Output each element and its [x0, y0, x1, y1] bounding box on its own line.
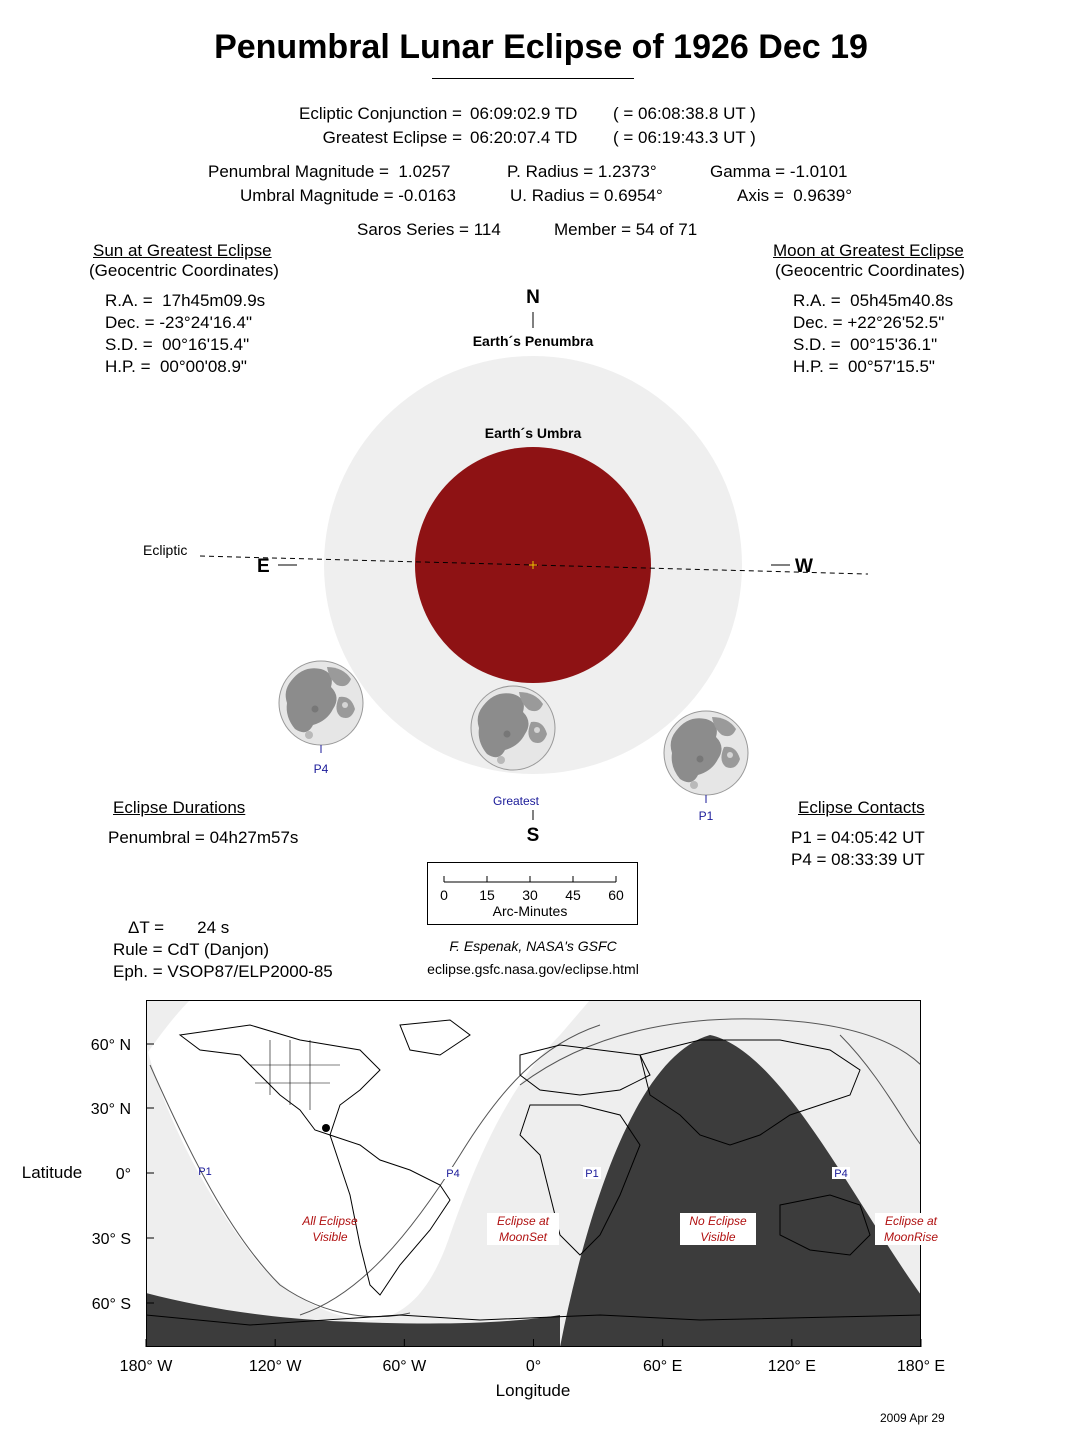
map-p4-west: P4 — [446, 1168, 460, 1180]
scale-tick-label: 0 — [440, 887, 448, 903]
moon-hp: H.P. = 00°57'15.5" — [793, 357, 935, 376]
penumbral-duration: Penumbral = 04h27m57s — [108, 828, 299, 847]
contact-p1: P1 = 04:05:42 UT — [791, 828, 925, 847]
region-moonrise-line1: Eclipse at — [884, 1214, 938, 1228]
lon-tick-label: 180° W — [119, 1358, 173, 1375]
north-label: N — [526, 287, 540, 308]
scale-tick-label: 45 — [565, 887, 581, 903]
lon-tick-label: 60° E — [643, 1358, 683, 1375]
umbra-radius: U. Radius = 0.6954° — [510, 186, 663, 205]
penumbral-magnitude: Penumbral Magnitude = 1.0257 — [208, 162, 451, 181]
region-moonrise-line2: MoonRise — [883, 1230, 939, 1244]
moon-ra: R.A. = 05h45m40.8s — [793, 291, 954, 310]
scale-tick-label: 60 — [608, 887, 624, 903]
p1-label: P1 — [698, 809, 714, 823]
map-xlabel: Longitude — [495, 1381, 571, 1400]
penumbra-radius: P. Radius = 1.2373° — [507, 162, 657, 181]
scale-tick-label: 30 — [522, 887, 538, 903]
gamma: Gamma = -1.0101 — [710, 162, 848, 181]
sun-heading: Sun at Greatest Eclipse — [93, 241, 272, 260]
sun-sd: S.D. = 00°16'15.4" — [105, 335, 250, 354]
rule: Rule = CdT (Danjon) — [113, 940, 270, 959]
moon-subheading: (Geocentric Coordinates) — [775, 261, 965, 280]
south-label: S — [526, 825, 540, 846]
umbra-label: Earth´s Umbra — [484, 425, 582, 441]
region-all-visible-line1: All Eclipse — [302, 1214, 358, 1228]
durations-heading: Eclipse Durations — [113, 798, 246, 817]
source-url: eclipse.gsfc.nasa.gov/eclipse.html — [427, 961, 639, 977]
contact-p4: P4 = 08:33:39 UT — [791, 850, 925, 869]
region-none-line1: No Eclipse — [689, 1214, 747, 1228]
region-none-line2: Visible — [700, 1230, 736, 1244]
moon-p4 — [279, 661, 363, 745]
lon-tick-label: 180° E — [896, 1358, 946, 1375]
observer-marker — [322, 1124, 330, 1132]
credit: F. Espenak, NASA's GSFC — [449, 938, 617, 954]
penumbra-label: Earth´s Penumbra — [472, 333, 594, 349]
ecliptic-label: Ecliptic — [143, 542, 188, 558]
sun-ra: R.A. = 17h45m09.9s — [105, 291, 266, 310]
moon-heading: Moon at Greatest Eclipse — [773, 241, 964, 260]
p4-label: P4 — [313, 762, 329, 776]
scale-tick-label: 15 — [479, 887, 495, 903]
conjunction-label: Ecliptic Conjunction = — [298, 104, 462, 123]
map-ylabel: Latitude — [21, 1163, 83, 1182]
map-p1-west: P1 — [198, 1166, 212, 1178]
region-all-visible-line2: Visible — [312, 1230, 348, 1244]
west-label: W — [795, 556, 813, 577]
sun-subheading: (Geocentric Coordinates) — [89, 261, 279, 280]
greatest-td: 06:20:07.4 TD — [470, 128, 578, 147]
greatest-moon-label: Greatest — [492, 794, 540, 808]
ephemeris: Eph. = VSOP87/ELP2000-85 — [113, 962, 333, 981]
visibility-map — [0, 995, 1082, 1405]
saros-series: Saros Series = 114 — [357, 220, 501, 239]
sun-dec: Dec. = -23°24'16.4" — [105, 313, 252, 332]
lat-tick-label: 30° N — [90, 1101, 131, 1118]
arc-minute-scale — [427, 862, 639, 928]
lon-tick-label: 60° W — [382, 1358, 427, 1375]
region-moonset-line1: Eclipse at — [496, 1214, 550, 1228]
lon-tick-label: 120° E — [767, 1358, 816, 1375]
moon-dec: Dec. = +22°26'52.5" — [793, 313, 945, 332]
map-p4-east: P4 — [834, 1168, 848, 1180]
moon-p1 — [664, 711, 748, 795]
lat-tick-label: 30° S — [91, 1231, 131, 1248]
map-p1-east: P1 — [585, 1168, 599, 1180]
contacts-heading: Eclipse Contacts — [798, 798, 925, 817]
greatest-label: Greatest Eclipse = — [322, 128, 462, 147]
delta-t: ΔT = 24 s — [128, 918, 230, 937]
region-moonset-line2: MoonSet — [498, 1230, 548, 1244]
saros-member: Member = 54 of 71 — [554, 220, 698, 239]
axis: Axis = 0.9639° — [737, 186, 853, 205]
scale-label: Arc-Minutes — [492, 903, 568, 919]
east-label: E — [257, 556, 270, 577]
publication-date: 2009 Apr 29 — [880, 1411, 945, 1425]
moon-greatest — [471, 686, 555, 770]
lat-tick-label: 0° — [115, 1166, 131, 1183]
conjunction-td: 06:09:02.9 TD — [470, 104, 578, 123]
greatest-ut: ( = 06:19:43.3 UT ) — [613, 128, 756, 147]
lat-tick-label: 60° S — [91, 1296, 131, 1313]
lat-tick-label: 60° N — [90, 1037, 131, 1054]
sun-hp: H.P. = 00°00'08.9" — [105, 357, 247, 376]
umbral-magnitude: Umbral Magnitude = -0.0163 — [240, 186, 456, 205]
moon-sd: S.D. = 00°15'36.1" — [793, 335, 938, 354]
page-title: Penumbral Lunar Eclipse of 1926 Dec 19 — [214, 28, 868, 66]
lon-tick-label: 120° W — [248, 1358, 302, 1375]
conjunction-ut: ( = 06:08:38.8 UT ) — [613, 104, 756, 123]
lon-tick-label: 0° — [525, 1358, 542, 1375]
